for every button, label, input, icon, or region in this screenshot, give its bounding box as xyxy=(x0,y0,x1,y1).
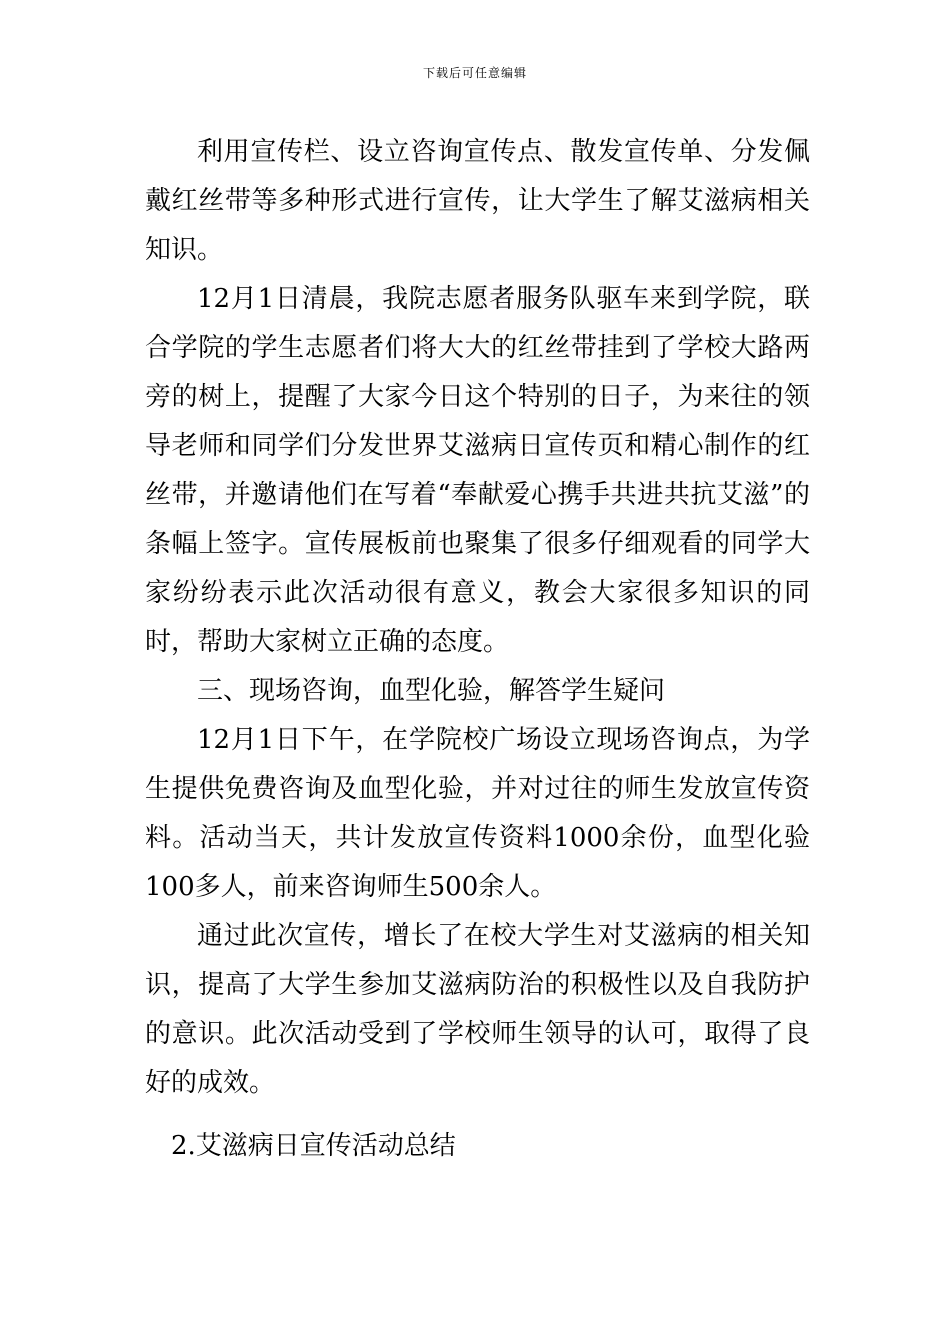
paragraph-dec1-morning: 12月1日清晨，我院志愿者服务队驱车来到学院，联合学院的学生志愿者们将大大的红丝带挂到了学校大路两旁的树上，提醒了大家今日这个特别的日子，为来往的领导老师和同学们分发世界艾滋病日宣传页和精心制作的红丝带，并邀请他们在写着“奉献爱心携手共进共抗艾滋”的条幅上签字。宣传展板前也聚集了很多仔细观看的同学大家纷纷表示此次活动很有意义，教会大家很多知识的同时，帮助大家树立正确的态度。 xyxy=(145,284,810,657)
section-heading-onsite-consultation: 三、现场咨询，血型化验，解答学生疑问 xyxy=(197,676,666,706)
document-body xyxy=(145,128,810,1171)
paragraph-publicity-forms: 利用宣传栏、设立咨询宣传点、散发宣传单、分发佩戴红丝带等多种形式进行宣传，让大学生了解艾滋病相关知识。 xyxy=(145,137,810,265)
numbered-section-title: 2.艾滋病日宣传活动总结 xyxy=(171,1131,456,1161)
paragraph-dec1-afternoon: 12月1日下午，在学院校广场设立现场咨询点，为学生提供免费咨询及血型化验，并对过往的师生发放宣传资料。活动当天，共计发放宣传资料1000余份，血型化验100多人，前来咨询师生500余人。 xyxy=(145,725,810,902)
paragraph-outcome: 通过此次宣传，增长了在校大学生对艾滋病的相关知识，提高了大学生参加艾滋病防治的积极性以及自我防护的意识。此次活动受到了学校师生领导的认可，取得了良好的成效。 xyxy=(145,921,810,1098)
page-header-note: 下载后可任意编辑 xyxy=(422,66,527,80)
